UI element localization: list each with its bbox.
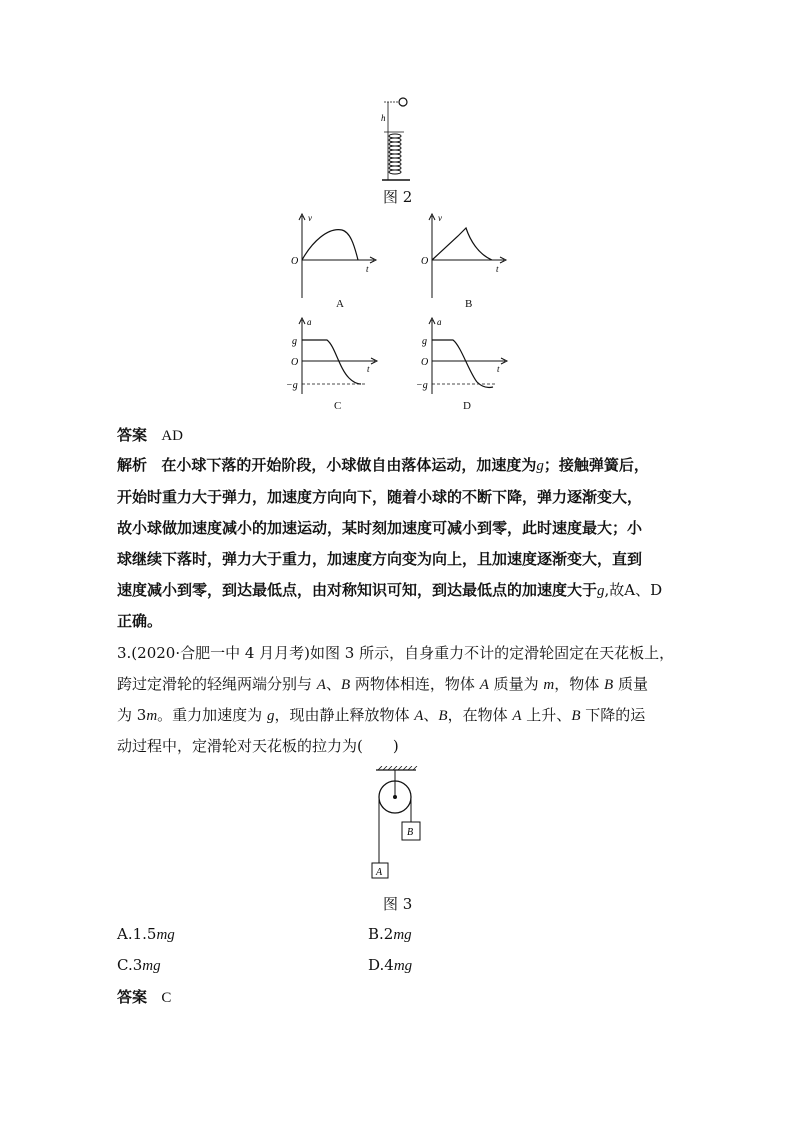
g-label: g xyxy=(292,336,297,347)
acceleration-curve xyxy=(302,340,361,384)
option-d[interactable]: D.4mg xyxy=(368,956,413,974)
option-a[interactable]: A.1.5mg xyxy=(117,925,175,943)
graph-a xyxy=(288,212,378,302)
graph-d xyxy=(415,316,510,396)
figure-2-caption: 图 2 xyxy=(383,188,413,206)
analysis-label: 解析 xyxy=(117,456,148,474)
minus-g-label: −g xyxy=(416,380,428,391)
y-axis-label: v xyxy=(308,213,312,223)
answer-3 xyxy=(117,987,171,1008)
graph-b xyxy=(418,212,508,302)
velocity-curve xyxy=(302,230,358,260)
question-3-line-1: 3.(2020·合肥一中 4 月月考)如图 3 所示，自身重力不计的定滑轮固定在天花板上， xyxy=(117,644,675,662)
analysis-line-3: 故小球做加速度减小的加速运动，某时刻加速度可减小到零，此时速度最大；小 xyxy=(117,519,643,537)
question-3-line-2: 跨过定滑轮的轻绳两端分别与 A、B 两物体相连，物体 A 质量为 m，物体 B 质量 xyxy=(117,675,648,693)
answer-label: 答案 xyxy=(117,988,148,1006)
x-axis-label: t xyxy=(366,264,369,274)
figure-3-pulley-diagram xyxy=(358,766,438,881)
analysis-line-4: 球继续下落时，弹力大于重力，加速度方向变为向上，且加速度逐渐变大，直到 xyxy=(117,550,643,568)
x-axis-label: t xyxy=(367,364,370,374)
graph-a-label: A xyxy=(336,298,344,310)
origin-label: O xyxy=(291,357,299,368)
option-c[interactable]: C.3mg xyxy=(117,956,161,974)
acceleration-curve xyxy=(432,340,493,387)
origin-label: O xyxy=(421,357,429,368)
svg-text:A: A xyxy=(376,867,383,878)
figure-2-spring-diagram xyxy=(370,92,420,187)
ball xyxy=(399,98,407,106)
figure-3-caption: 图 3 xyxy=(383,895,413,913)
origin-label: O xyxy=(421,256,429,267)
graph-c-label: C xyxy=(334,400,342,412)
y-axis-label: v xyxy=(438,213,442,223)
x-axis-label: t xyxy=(496,264,499,274)
graph-d-label: D xyxy=(463,400,471,412)
analysis-line-5: 速度减小到零，到达最低点，由对称知识可知，到达最低点的加速度大于g,故A、D xyxy=(117,581,663,599)
svg-text:B: B xyxy=(407,827,414,838)
g-label: g xyxy=(422,336,427,347)
minus-g-label: −g xyxy=(286,380,298,391)
y-axis-label: a xyxy=(437,317,442,327)
origin-label: O xyxy=(291,256,299,267)
option-b[interactable]: B.2mg xyxy=(368,925,412,943)
graph-b-label: B xyxy=(465,298,473,310)
question-3-line-4: 动过程中，定滑轮对天花板的拉力为( ) xyxy=(117,737,399,755)
answer-value: C xyxy=(161,990,172,1006)
x-axis-label: t xyxy=(497,364,500,374)
height-label: h xyxy=(381,113,386,123)
question-3-line-3: 为 3m。重力加速度为 g，现由静止释放物体 A、B，在物体 A 上升、B 下降的运 xyxy=(117,706,646,724)
answer-2 xyxy=(117,425,183,446)
graph-c xyxy=(285,316,380,396)
analysis-line-1: 解析 在小球下落的开始阶段，小球做自由落体运动，加速度为g；接触弹簧后， xyxy=(117,456,649,474)
analysis-line-2: 开始时重力大于弹力，加速度方向向下，随着小球的不断下降，弹力逐渐变大， xyxy=(117,488,643,506)
answer-value: AD xyxy=(161,428,183,444)
y-axis-label: a xyxy=(307,317,312,327)
velocity-curve xyxy=(432,228,492,260)
analysis-line-6: 正确。 xyxy=(117,612,163,630)
answer-label: 答案 xyxy=(117,426,148,444)
